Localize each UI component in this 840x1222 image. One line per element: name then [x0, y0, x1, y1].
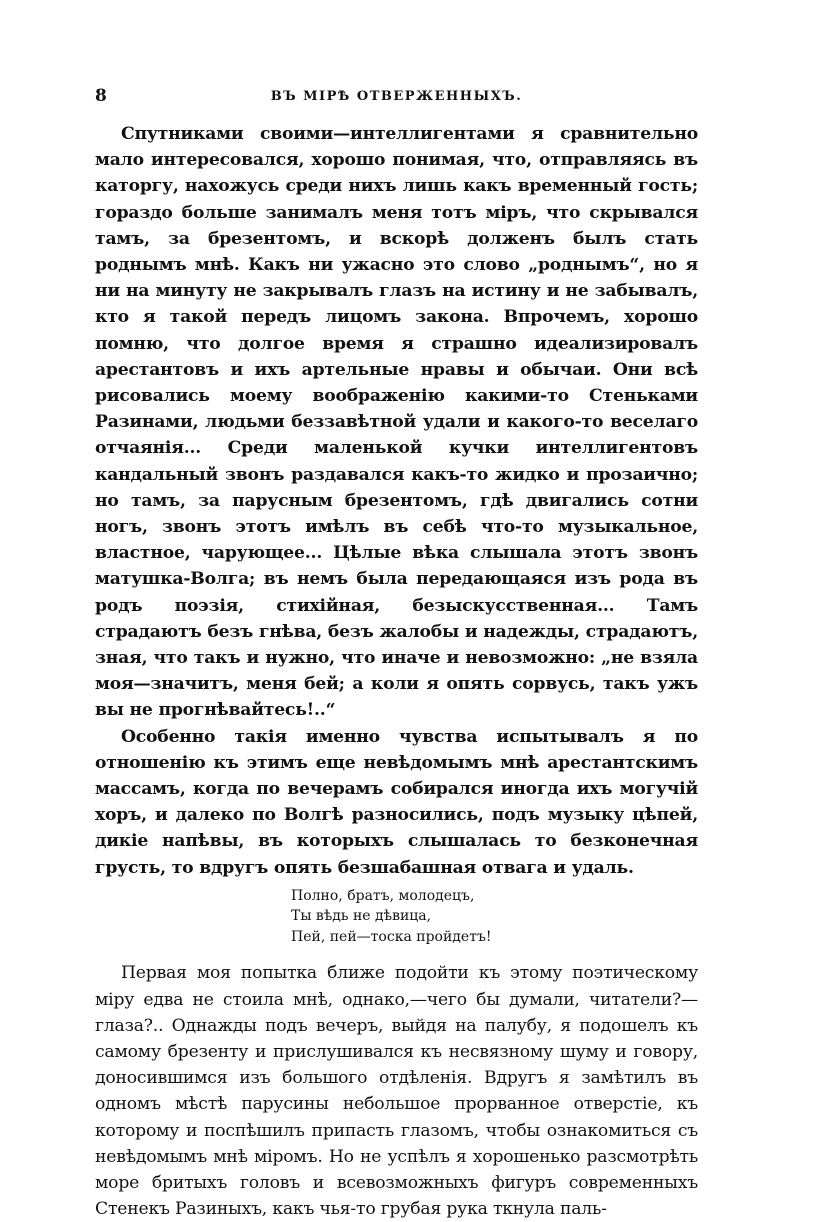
running-title: ВЪ МІРѢ ОТВЕРЖЕННЫХЪ.	[270, 89, 523, 104]
paragraph-1: Спутниками своими—интеллигентами я сравнительно мало интересовался, хорошо понимая, что, отправляясь въ каторгу, нахожусь среди нихъ лишь какъ временный гость; гораздо больше занималъ меня тотъ міръ, что скрывался тамъ, за брезентомъ, и вскорѣ долженъ былъ стать роднымъ мнѣ. Какъ ни ужасно это слово „роднымъ“, но я ни на минуту не закрывалъ глазъ на истину и не забывалъ, кто я такой передъ лицомъ закона. Впрочемъ, хорошо помню, что долгое время я страшно идеализировалъ арестантовъ и ихъ артельные нравы и обычаи. Они всѣ рисовались моему воображенію какими-то Стеньками Разинами, людьми беззавѣтной удали и какого-то веселаго отчаянія... Среди маленькой кучки интеллигентовъ кандальный звонъ раздавался какъ-то жидко и прозаично; но тамъ, за парусным брезентомъ, гдѣ двигались сотни ногъ, звонъ этотъ имѣлъ въ себѣ что-то музыкальное, властное, чарующее... Цѣлые вѣка слышала этотъ звонъ матушка-Волга; въ немъ была передающаяся изъ рода въ родъ поэзія, стихійная, безыскусственная... Тамъ страдаютъ безъ гнѣва, безъ жалобы и надежды, страдаютъ, зная, что такъ и нужно, что иначе и невозможно: „не взяла моя—значитъ, меня бей; а коли я опять сорвусь, такъ ужъ вы не прогнѣвайтесь!..“	[95, 124, 698, 721]
running-head	[95, 86, 698, 108]
paragraph-3: Первая моя попытка ближе подойти къ этому поэтическому міру едва не стоила мнѣ, однако,—чего бы думали, читатели?—глаза?.. Однажды подъ вечеръ, выйдя на палубу, я подошелъ къ самому брезенту и прислушивался къ несвязному шуму и говору, доносившимся изъ большого отдѣленія. Вдругъ я замѣтилъ въ одномъ мѣстѣ парусины небольшое прорванное отверстіе, къ которому и поспѣшилъ припасть глазомъ, чтобы ознакомиться съ невѣдомымъ мнѣ міромъ. Но не успѣлъ я хорошенько разсмотрѣть море бритыхъ головъ и всевозможныхъ фигуръ современныхъ Стенекъ Разиныхъ, какъ чья-то грубая рука ткнула паль-	[95, 963, 698, 1220]
verse-line-2: Ты вѣдь не дѣвица,	[291, 908, 432, 925]
paragraph-2: Особенно такія именно чувства испытывалъ я по отношенію къ этимъ еще невѣдомымъ мнѣ арестантскимъ массамъ, когда по вечерамъ собирался иногда ихъ могучій хоръ, и далеко по Волгѣ разносились, подъ музыку цѣпей, дикіе напѣвы, въ которыхъ слышалась то безконечная грусть, то вдругъ опять безшабашная отвага и удаль.	[95, 726, 698, 878]
verse-quote	[291, 886, 698, 948]
page-number: 8	[95, 86, 107, 106]
verse-line-3: Пей, пей—тоска пройдетъ!	[291, 928, 492, 945]
verse-line-1: Полно, братъ, молодецъ,	[291, 887, 475, 904]
body-text	[95, 121, 698, 1222]
